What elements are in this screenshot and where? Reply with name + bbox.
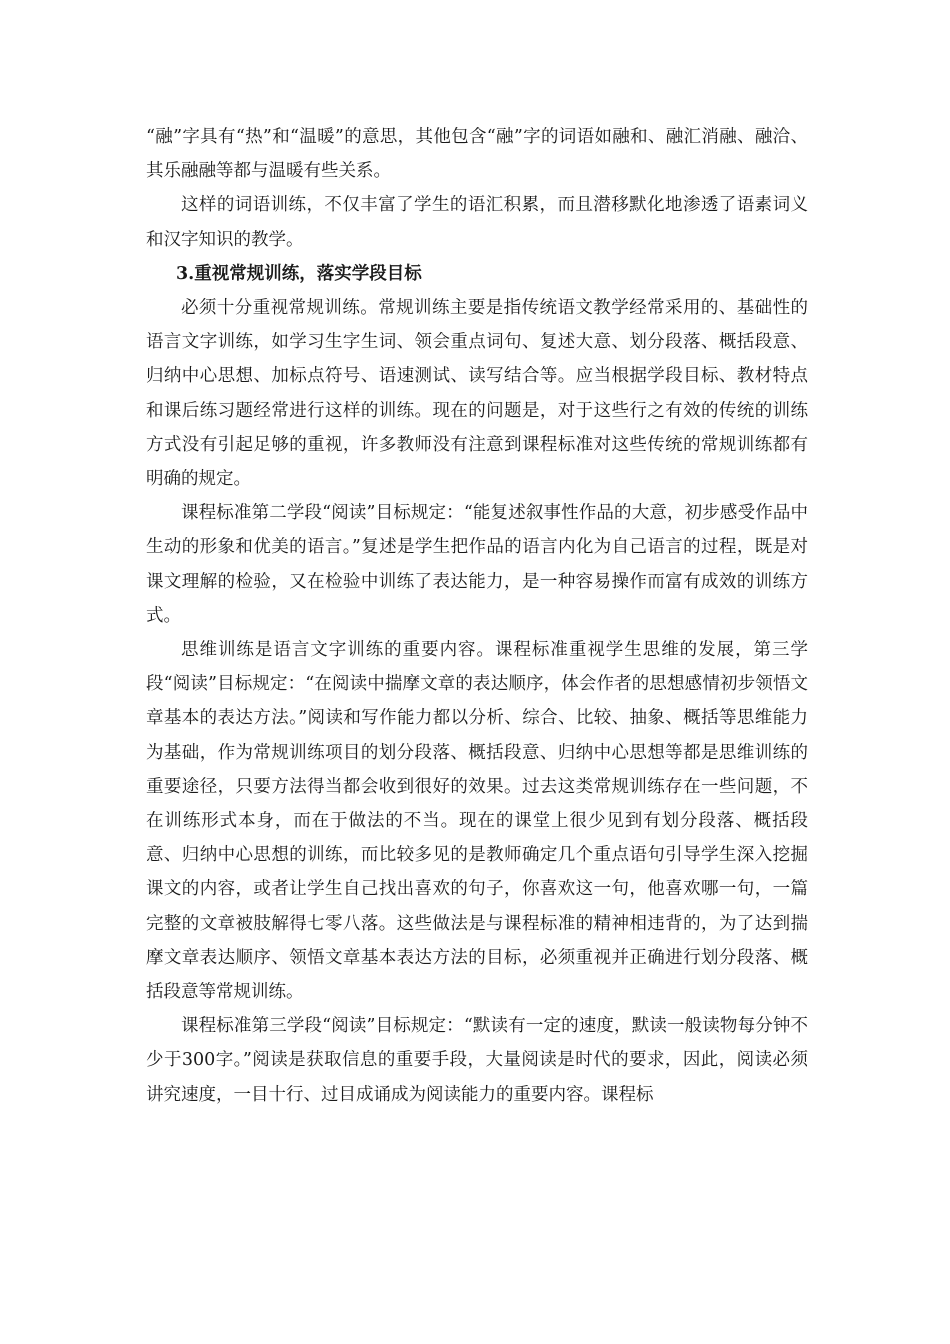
paragraph-stage-two-reading: 课程标准第二学段“阅读”目标规定：“能复述叙事性作品的大意，初步感受作品中生动的形象和优美的语言。”复述是学生把作品的语言内化为自己语言的过程，既是对课文理解的检验，又在检验中训练了表达能力，是一种容易操作而富有成效的训练方式。 bbox=[146, 503, 808, 626]
paragraph-vocabulary-training: 这样的词语训练，不仅丰富了学生的语汇积累，而且潜移默化地渗透了语素词义和汉字知识的教学。 bbox=[146, 195, 808, 250]
paragraph-stage-three-reading: 课程标准第三学段“阅读”目标规定：“默读有一定的速度，默读一般读物每分钟不少于300字。”阅读是获取信息的重要手段，大量阅读是时代的要求，因此，阅读必须讲究速度，一目十行、过目成诵成为阅读能力的重要内容。课程标 bbox=[146, 1016, 808, 1105]
paragraph-rong-meaning: “融”字具有“热”和“温暖”的意思，其他包含“融”字的词语如融和、融汇消融、融洽、其乐融融等都与温暖有些关系。 bbox=[146, 127, 808, 182]
paragraph-routine-training: 必须十分重视常规训练。常规训练主要是指传统语文教学经常采用的、基础性的语言文字训练，如学习生字生词、领会重点词句、复述大意、划分段落、概括段意、归纳中心思想、加标点符号、语速测试、读写结合等。应当根据学段目标、教材特点和课后练习题经常进行这样的训练。现在的问题是，对于这些行之有效的传统的训练方式没有引起足够的重视，许多教师没有注意到课程标准对这些传统的常规训练都有明确的规定。 bbox=[146, 298, 808, 490]
section-heading: 3.重视常规训练，落实学段目标 bbox=[176, 263, 422, 284]
paragraph-thinking-training: 思维训练是语言文字训练的重要内容。课程标准重视学生思维的发展，第三学段“阅读”目标规定：“在阅读中揣摩文章的表达顺序，体会作者的思想感情初步领悟文章基本的表达方法。”阅读和写作能力都以分析、综合、比较、抽象、概括等思维能力为基础，作为常规训练项目的划分段落、概括段意、归纳中心思想等都是思维训练的重要途径，只要方法得当都会收到很好的效果。过去这类常规训练存在一些问题，不在训练形式本身，而在于做法的不当。现在的课堂上很少见到有划分段落、概括段意、归纳中心思想的训练，而比较多见的是教师确定几个重点语句引导学生深入挖掘课文的内容，或者让学生自己找出喜欢的句子，你喜欢这一句，他喜欢哪一句，一篇完整的文章被肢解得七零八落。这些做法是与课程标准的精神相违背的，为了达到揣摩文章表达顺序、领悟文章基本表达方法的目标，必须重视并正确进行划分段落、概括段意等常规训练。 bbox=[146, 640, 808, 1003]
document-body bbox=[146, 120, 808, 1112]
